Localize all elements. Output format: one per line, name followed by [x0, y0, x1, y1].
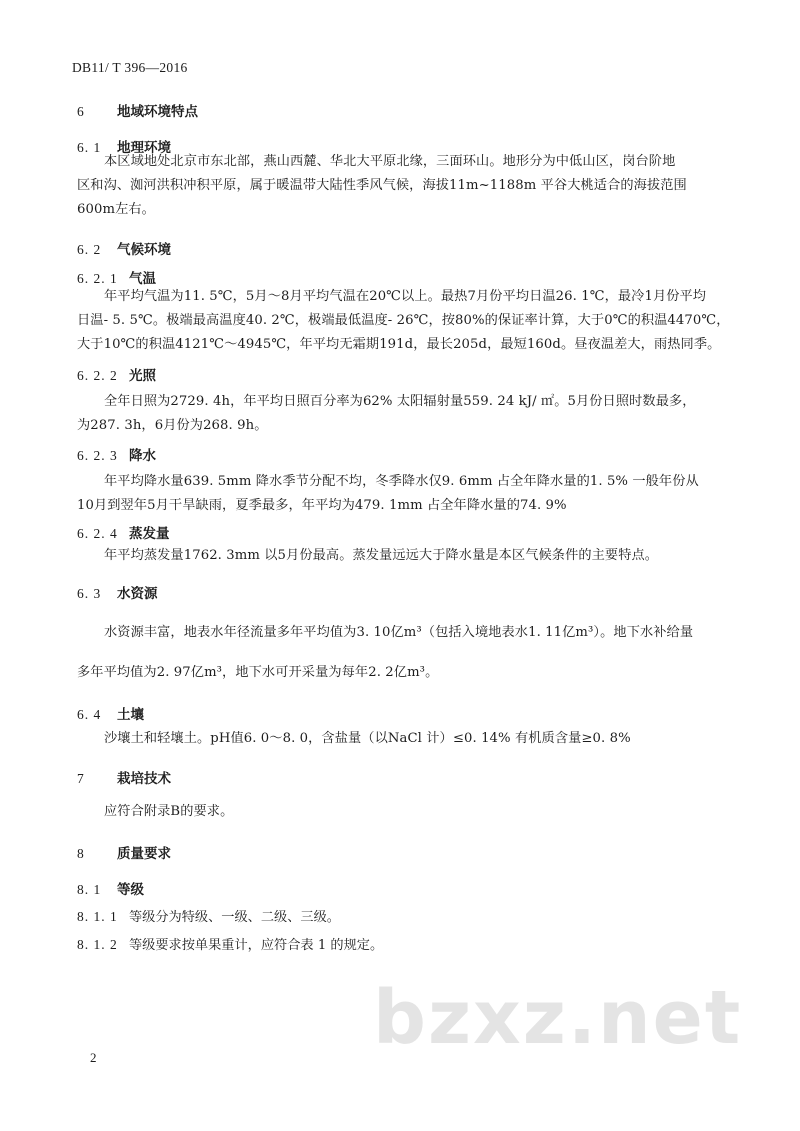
section-number: 6. 2. 3	[77, 448, 118, 463]
section-title: 气候环境	[117, 242, 171, 258]
section-title: 蒸发量	[129, 526, 170, 542]
section-number: 8. 1. 2	[77, 937, 118, 952]
section-title: 质量要求	[117, 846, 171, 862]
paragraph-line: 沙壤土和轻壤土。pH值6. 0～8. 0，含盐量（以NaCl 计）≤0. 14% 有机质含量≥0. 8%	[104, 731, 631, 746]
section-number: 8. 1. 1	[77, 909, 118, 924]
section-number: 7	[77, 771, 85, 786]
section-6-2-3-heading	[77, 444, 156, 464]
paragraph-line: 10月到翌年5月干旱缺雨，夏季最多，年平均为479. 1mm 占全年降水量的74. 9%	[77, 498, 567, 513]
paragraph-line: 全年日照为2729. 4h，年平均日照百分率为62% 太阳辐射量559. 24 kJ/ ㎡。5月份日照时数最多，	[104, 394, 696, 409]
section-6-2-3-paragraph	[77, 470, 717, 518]
paragraph-line: 年平均气温为11. 5℃，5月～8月平均气温在20℃以上。最热7月份平均日温26. 1℃，最冷1月份平均	[104, 289, 707, 304]
section-6-4-heading	[77, 703, 144, 723]
watermark: bzxz.net	[373, 975, 743, 1061]
clause-text: 等级分为特级、一级、二级、三级。	[129, 910, 340, 925]
clause-text: 等级要求按单果重计，应符合表 1 的规定。	[129, 938, 384, 953]
section-title: 光照	[129, 368, 156, 384]
section-number: 6. 2. 2	[77, 368, 118, 383]
section-6-2-1-paragraph	[77, 285, 730, 357]
paragraph-line: 年平均降水量639. 5mm 降水季节分配不均，冬季降水仅9. 6mm 占全年降水量的1. 5% 一般年份从	[104, 474, 699, 489]
section-6-1-paragraph	[77, 150, 717, 222]
section-title: 等级	[117, 882, 144, 898]
section-title: 土壤	[117, 707, 144, 723]
clause-8-1-1	[77, 906, 340, 925]
clause-8-1-2	[77, 934, 383, 953]
section-6-heading	[77, 100, 198, 120]
paragraph-line: 日温- 5. 5℃。极端最高温度40. 2℃，极端最低温度- 26℃，按80%的保证率计算，大于0℃的积温4470℃，	[77, 313, 730, 328]
paragraph-line: 本区域地处北京市东北部，燕山西麓、华北大平原北缘，三面环山。地形分为中低山区，岗台阶地	[104, 154, 676, 169]
paragraph-line: 为287. 3h，6月份为268. 9h。	[77, 418, 268, 433]
section-title: 地域环境特点	[117, 104, 198, 120]
section-6-2-2-paragraph	[77, 390, 717, 438]
section-6-2-4-paragraph	[77, 544, 717, 568]
section-number: 8. 1	[77, 882, 102, 897]
section-6-2-4-heading	[77, 522, 170, 542]
document-code-header: DB11/ T 396—2016	[72, 60, 188, 75]
section-number: 6. 4	[77, 707, 102, 722]
paragraph-line: 多年平均值为2. 97亿m³，地下水可开采量为每年2. 2亿m³。	[77, 665, 439, 680]
section-title: 降水	[129, 448, 156, 464]
section-number: 6. 2. 4	[77, 526, 118, 541]
section-number: 8	[77, 846, 85, 861]
section-6-4-paragraph	[77, 727, 717, 751]
page-number: 2	[90, 1050, 97, 1065]
section-number: 6. 2	[77, 242, 102, 257]
section-6-2-2-heading	[77, 364, 156, 384]
section-6-2-heading	[77, 238, 171, 258]
section-title: 水资源	[117, 586, 158, 602]
section-6-2-1-heading	[77, 267, 156, 287]
section-6-3-heading	[77, 582, 158, 602]
section-title: 气温	[129, 271, 156, 287]
paragraph-line: 大于10℃的积温4121℃～4945℃，年平均无霜期191d，最长205d，最短160d。昼夜温差大，雨热同季。	[77, 337, 721, 352]
paragraph-line: 应符合附录B的要求。	[104, 804, 234, 819]
section-title: 地理环境	[117, 140, 171, 156]
section-7-heading	[77, 767, 171, 787]
paragraph-line: 600m左右。	[77, 202, 155, 217]
paragraph-line: 年平均蒸发量1762. 3mm 以5月份最高。蒸发量远远大于降水量是本区气候条件的主要特点。	[104, 548, 659, 563]
section-6-3-paragraph	[77, 620, 717, 686]
section-number: 6	[77, 104, 85, 119]
paragraph-line: 水资源丰富，地表水年径流量多年平均值为3. 10亿m³（包括入境地表水1. 11亿m³）。地下水补给量	[104, 625, 694, 640]
section-7-paragraph	[77, 800, 717, 824]
section-8-heading	[77, 842, 171, 862]
section-title: 栽培技术	[117, 771, 171, 787]
section-number: 6. 1	[77, 140, 102, 155]
section-number: 6. 3	[77, 586, 102, 601]
paragraph-line: 区和沟、洳河洪积冲积平原，属于暖温带大陆性季风气候，海拔11m~1188m 平谷大桃适合的海拔范围	[77, 178, 687, 193]
section-number: 6. 2. 1	[77, 271, 118, 286]
section-8-1-heading	[77, 878, 144, 898]
